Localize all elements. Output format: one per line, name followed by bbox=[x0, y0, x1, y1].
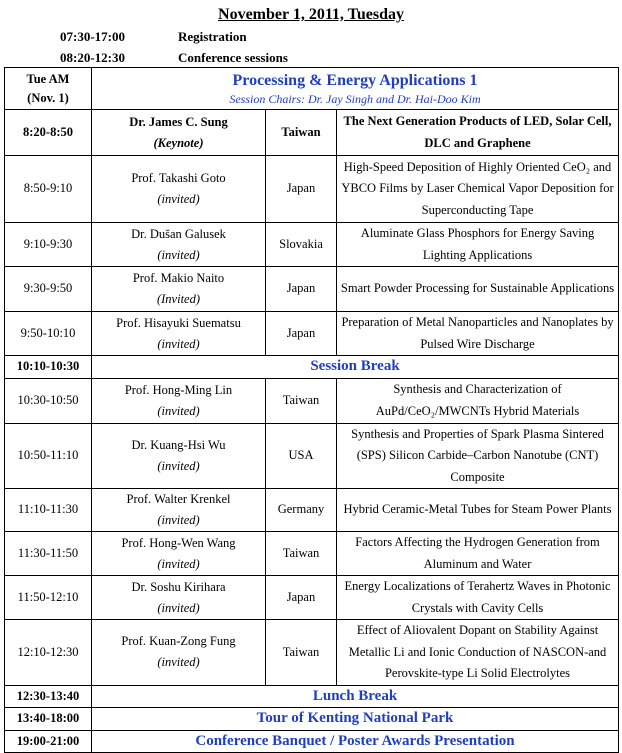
talk-title: Smart Powder Processing for Sustainable Applications bbox=[337, 267, 619, 312]
talk-country: Taiwan bbox=[266, 532, 337, 576]
talk-speaker-cell bbox=[92, 423, 266, 489]
table-row bbox=[5, 267, 619, 312]
table-row bbox=[5, 423, 619, 489]
table-row bbox=[5, 532, 619, 576]
talk-speaker: Prof. Hong-Ming Lin bbox=[124, 382, 233, 397]
talk-speaker: Prof. Kuan-Zong Fung bbox=[121, 634, 236, 649]
talk-country: USA bbox=[266, 423, 337, 489]
talk-time: 9:10-9:30 bbox=[5, 223, 92, 267]
talk-country: Slovakia bbox=[266, 223, 337, 267]
talk-role: (invited) bbox=[157, 403, 200, 418]
talk-speaker-cell bbox=[92, 378, 266, 423]
talk-role: (invited) bbox=[157, 458, 200, 473]
talk-role: (invited) bbox=[157, 247, 200, 262]
session-chairs: Session Chairs: Dr. Jay Singh and Dr. Hai-Doo Kim bbox=[229, 91, 481, 106]
talk-speaker: Dr. Kuang-Hsi Wu bbox=[131, 437, 226, 452]
talk-speaker: Prof. Takashi Goto bbox=[131, 171, 226, 185]
talk-speaker-cell bbox=[92, 110, 266, 156]
tour-row bbox=[5, 708, 619, 731]
talk-title: Synthesis and Properties of Spark Plasma Sintered (SPS) Silicon Carbide–Carbon Nanotube (CNT) Composite bbox=[337, 423, 619, 489]
talk-country: Germany bbox=[266, 489, 337, 532]
table-row bbox=[5, 378, 619, 423]
talk-title: Preparation of Metal Nanoparticles and Nanoplates by Pulsed Wire Discharge bbox=[337, 312, 619, 356]
session-break-label: Session Break bbox=[92, 356, 619, 379]
talk-speaker-cell bbox=[92, 312, 266, 356]
schedule-label: Registration bbox=[178, 29, 247, 44]
talk-time: 12:10-12:30 bbox=[5, 620, 92, 686]
talk-speaker-cell bbox=[92, 576, 266, 620]
talk-speaker: Dr. Dušan Galusek bbox=[131, 226, 226, 241]
talk-speaker-cell bbox=[92, 267, 266, 312]
talk-country: Japan bbox=[266, 312, 337, 356]
talk-speaker: Prof. Hisayuki Suematsu bbox=[116, 315, 241, 330]
talk-role: (invited) bbox=[157, 192, 200, 206]
break-time: 12:30-13:40 bbox=[5, 685, 92, 708]
break-time: 13:40-18:00 bbox=[5, 708, 92, 731]
talk-title: High-Speed Deposition of Highly Oriented CeO₂ and YBCO Films by Laser Chemical Vapor Deposition for Superconducting Tape bbox=[337, 156, 619, 223]
talk-title: Energy Localizations of Terahertz Waves in Photonic Crystals with Cavity Cells bbox=[337, 576, 619, 620]
program-table bbox=[4, 67, 619, 753]
talk-role: (Invited) bbox=[156, 292, 201, 306]
break-time: 10:10-10:30 bbox=[5, 356, 92, 379]
session-break-row bbox=[5, 356, 619, 379]
talk-time: 9:30-9:50 bbox=[5, 267, 92, 312]
talk-time: 11:50-12:10 bbox=[5, 576, 92, 620]
talk-title: Hybrid Ceramic-Metal Tubes for Steam Power Plants bbox=[337, 489, 619, 532]
talk-role: (invited) bbox=[157, 556, 200, 571]
schedule-time: 07:30-17:00 bbox=[60, 29, 125, 44]
talk-speaker-cell bbox=[92, 223, 266, 267]
table-row bbox=[5, 489, 619, 532]
talk-role: (Keynote) bbox=[153, 135, 204, 150]
talk-role: (invited) bbox=[157, 655, 200, 670]
page-title: November 1, 2011, Tuesday bbox=[218, 6, 404, 23]
talk-role: (invited) bbox=[157, 513, 200, 527]
talk-speaker-cell bbox=[92, 489, 266, 532]
talk-speaker: Dr. James C. Sung bbox=[129, 114, 228, 129]
table-row bbox=[5, 620, 619, 686]
talk-speaker: Prof. Makio Naito bbox=[132, 271, 225, 285]
table-row bbox=[5, 223, 619, 267]
talk-title: Effect of Aliovalent Dopant on Stability Against Metallic Li and Ionic Conduction of NASCON-and Perovskite-type Li Solid Electrolytes bbox=[337, 620, 619, 686]
lunch-break-row bbox=[5, 685, 619, 708]
talk-time: 8:50-9:10 bbox=[5, 156, 92, 223]
talk-time: 10:30-10:50 bbox=[5, 378, 92, 423]
talk-title: Factors Affecting the Hydrogen Generation from Aluminum and Water bbox=[337, 532, 619, 576]
table-row bbox=[5, 312, 619, 356]
table-row bbox=[5, 156, 619, 223]
talk-country: Japan bbox=[266, 267, 337, 312]
talk-role: (invited) bbox=[157, 336, 200, 351]
session-title-cell bbox=[92, 68, 619, 110]
talk-speaker-cell bbox=[92, 532, 266, 576]
banquet-label: Conference Banquet / Poster Awards Presentation bbox=[92, 730, 619, 753]
talk-country: Taiwan bbox=[266, 110, 337, 156]
talk-speaker: Dr. Soshu Kirihara bbox=[131, 579, 226, 594]
schedule-time: 08:20-12:30 bbox=[60, 50, 125, 65]
lunch-break-label: Lunch Break bbox=[92, 685, 619, 708]
session-date: (Nov. 1) bbox=[27, 90, 69, 105]
schedule-label: Conference sessions bbox=[178, 50, 288, 65]
talk-country: Japan bbox=[266, 576, 337, 620]
talk-country: Japan bbox=[266, 156, 337, 223]
banquet-row bbox=[5, 730, 619, 753]
talk-speaker: Prof. Hong-Wen Wang bbox=[121, 535, 236, 550]
talk-title: The Next Generation Products of LED, Solar Cell, DLC and Graphene bbox=[337, 110, 619, 156]
talk-time: 8:20-8:50 bbox=[5, 110, 92, 156]
session-day: Tue AM bbox=[26, 71, 70, 86]
tour-label: Tour of Kenting National Park bbox=[92, 708, 619, 731]
talk-time: 11:30-11:50 bbox=[5, 532, 92, 576]
table-row bbox=[5, 576, 619, 620]
session-title: Processing & Energy Applications 1 bbox=[232, 71, 478, 89]
talk-role: (invited) bbox=[157, 600, 200, 615]
talk-title: Synthesis and Characterization of AuPd/CeO₂/MWCNTs Hybrid Materials bbox=[337, 378, 619, 423]
talk-speaker: Prof. Walter Krenkel bbox=[126, 492, 231, 506]
talk-time: 11:10-11:30 bbox=[5, 489, 92, 532]
talk-title: Aluminate Glass Phosphors for Energy Saving Lighting Applications bbox=[337, 223, 619, 267]
session-day-cell bbox=[5, 68, 92, 110]
talk-country: Taiwan bbox=[266, 620, 337, 686]
talk-country: Taiwan bbox=[266, 378, 337, 423]
break-time: 19:00-21:00 bbox=[5, 730, 92, 753]
talk-time: 9:50-10:10 bbox=[5, 312, 92, 356]
talk-speaker-cell bbox=[92, 620, 266, 686]
table-row bbox=[5, 110, 619, 156]
talk-time: 10:50-11:10 bbox=[5, 423, 92, 489]
talk-speaker-cell bbox=[92, 156, 266, 223]
session-header-row bbox=[5, 68, 619, 110]
